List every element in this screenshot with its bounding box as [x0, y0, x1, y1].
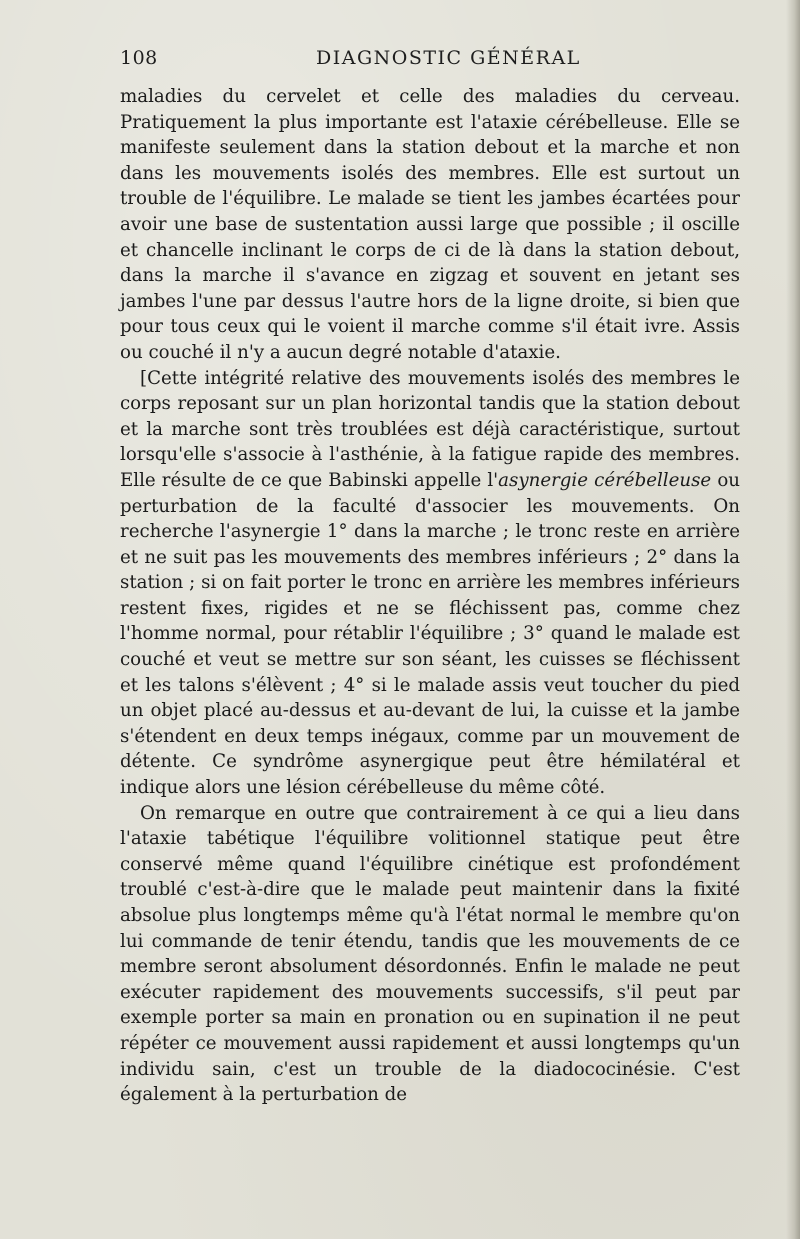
paragraph-2 — [120, 366, 740, 801]
page-edge-shadow — [786, 0, 800, 1239]
paragraph-3: On remarque en outre que contrairement à ce qui a lieu dans l'ataxie tabétique l'équilibre volitionnel statique peut être conservé même quand l'équilibre cinétique est profondément troublé c'est-à-dire que le malade peut maintenir dans la fixité absolue plus longtemps même qu'à l'état normal le membre qu'on lui commande de tenir étendu, tandis que les mouvements de ce membre seront absolument désordonnés. Enfin le malade ne peut exécuter rapidement des mouvements successifs, s'il peut par exemple porter sa main en pronation ou en supination il ne peut répéter ce mouvement aussi rapidement et aussi longtemps qu'un individu sain, c'est un trouble de la diadococinésie. C'est également à la perturbation de — [120, 802, 740, 1106]
asynergie-emphasis: asynergie cérébelleuse — [498, 469, 712, 491]
paragraph-2-before: [Cette intégrité relative des mouvements isolés des membres le corps reposant sur un plan horizontal tandis que la station debout et la marche sont très troublées est déjà caractéristique, surtout lorsqu'elle s'associe à l'asthénie, à la fatigue rapide des membres. Elle résulte de ce que Babinski appelle l' — [120, 367, 740, 491]
page-header — [120, 40, 740, 80]
page-number: 108 — [120, 47, 158, 69]
paragraph-2-after: ou perturbation de la faculté d'associer les mouvements. On recherche l'asynergie 1° dans la marche ; le tronc reste en arrière et ne suit pas les mouvements des membres inférieurs ; 2° dans la station ; si on fait porter le tronc en arrière les membres inférieurs restent fixes, rigides et ne se fléchissent pas, comme chez l'homme normal, pour rétablir l'équilibre ; 3° quand le malade est couché et veut se mettre sur son séant, les cuisses se fléchissent et les talons s'élèvent ; 4° si le malade assis veut toucher du pied un objet placé au-dessus et au-devant de lui, la cuisse et la jambe s'étendent en deux temps inégaux, comme par un mouvement de détente. Ce syndrôme asynergique peut être hémilatéral et indique alors une lésion cérébelleuse du même côté. — [120, 469, 740, 799]
body-text — [120, 84, 740, 1108]
paragraph-1: maladies du cervelet et celle des maladies du cerveau. Pratiquement la plus importante est l'ataxie cérébelleuse. Elle se manifeste seulement dans la station debout et la marche et non dans les mouvements isolés des membres. Elle est surtout un trouble de l'équilibre. Le malade se tient les jambes écartées pour avoir une base de sustentation aussi large que possible ; il oscille et chancelle inclinant le corps de ci de là dans la station debout, dans la marche il s'avance en zigzag et souvent en jetant ses jambes l'une par dessus l'autre hors de la ligne droite, si bien que pour tous ceux qui le voient il marche comme s'il était ivre. Assis ou couché il n'y a aucun degré notable d'ataxie. — [120, 86, 740, 363]
running-head: DIAGNOSTIC GÉNÉRAL — [316, 47, 581, 69]
